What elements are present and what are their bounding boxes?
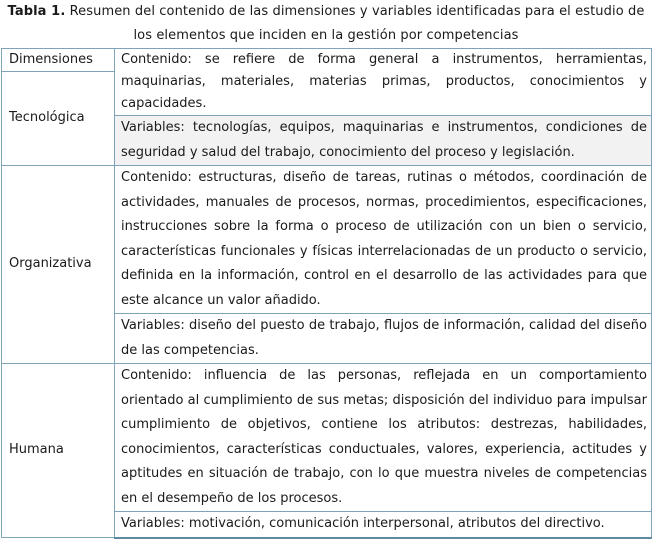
organizativa-contenido: Contenido: estructuras, diseño de tareas, rutinas o métodos, coordinación de actividades, manuales de procesos, normas, procedimientos, especificaciones, instrucciones sobre la forma o proceso de utilización con un bien o servicio, características funcionales y físicas interrelacionadas de un producto o servicio, definida en la información, control en el desarrollo de las actividades para que este alcance un valor añadido. (115, 166, 652, 314)
table-row (2, 364, 652, 512)
humana-variables: Variables: motivación, comunicación interpersonal, atributos del directivo. (115, 512, 652, 538)
table-row (2, 166, 652, 314)
caption-label: Tabla 1. (7, 4, 66, 19)
header-dimensiones: Dimensiones (2, 49, 115, 72)
dimension-organizativa: Organizativa (2, 166, 115, 364)
table-caption (0, 0, 652, 48)
dimension-humana: Humana (2, 364, 115, 538)
organizativa-variables: Variables: diseño del puesto de trabajo, flujos de información, calidad del diseño de las competencias. (115, 314, 652, 364)
competencias-table (1, 48, 652, 539)
humana-contenido: Contenido: influencia de las personas, reflejada en un comportamiento orientado al cumplimiento de sus metas; disposición del individuo para impulsar cumplimiento de objetivos, contiene los atributos: destrezas, habilidades, conocimientos, características conductuales, valores, experiencia, actitudes y aptitudes en situación de trabajo, con lo que muestra niveles de competencias en el desempeño de los procesos. (115, 364, 652, 512)
dimension-tecnologica: Tecnológica (2, 72, 115, 166)
tecnologica-variables: Variables: tecnologías, equipos, maquinarias e instrumentos, condiciones de seguridad y salud del trabajo, conocimiento del proceso y legislación. (115, 116, 652, 166)
tecnologica-contenido: Contenido: se refiere de forma general a instrumentos, herramientas, maquinarias, materiales, materias primas, productos, conocimientos y capacidades. (115, 49, 652, 116)
caption-text: Resumen del contenido de las dimensiones y variables identificadas para el estudio de los elementos que inciden en la gestión por competencias (65, 4, 645, 43)
table-row (2, 49, 652, 72)
